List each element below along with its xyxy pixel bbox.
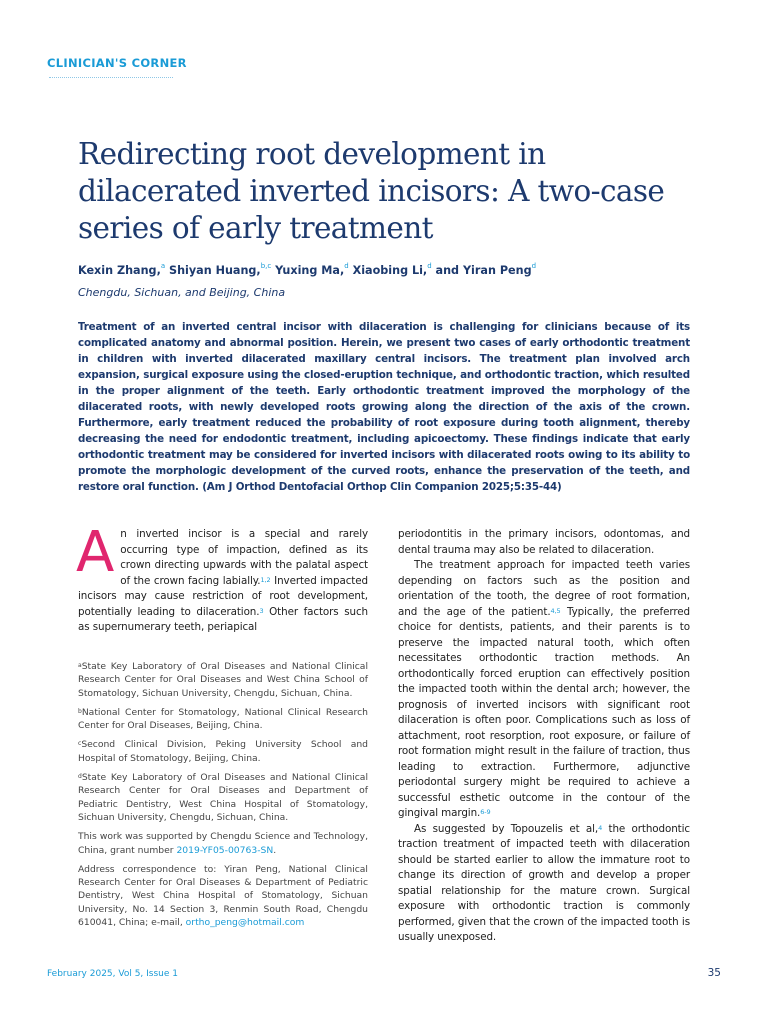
citation-link[interactable]: 4 <box>598 823 603 832</box>
body-paragraph: periodontitis in the primary incisors, odontomas, and dental trauma may also be related to dilaceration. <box>398 528 690 556</box>
abstract: Treatment of an inverted central incisor with dilaceration is challenging for clinicians because of its complicated anatomy and abnormal position. Herein, we present two cases of early orthodontic treatment in children with inverted dilacerated maxillary central incisors. The treatment plan involved arch expansion, surgical exposure using the closed-eruption technique, and orthodontic traction, which resulted in the proper alignment of the teeth. Early orthodontic treatment improved the morphology of the dilacerated roots, with newly developed roots growing along the direction of the axis of the crown. Furthermore, early treatment reduced the probability of root exposure during tooth alignment, thereby decreasing the need for endodontic treatment, including apicoectomy. These findings indicate that early orthodontic treatment may be considered for inverted incisors with dilacerated roots owing to its ability to promote the morphologic development of the curved roots, enhance the preservation of the teeth, and restore oral function. (Am J Orthod Dentofacial Orthop Clin Companion 2025;5:35-44) <box>78 321 690 493</box>
affiliation-marker[interactable]: d <box>531 262 537 270</box>
affiliation-marker[interactable]: b,c <box>260 262 272 270</box>
author-location: Chengdu, Sichuan, and Beijing, China <box>78 286 286 299</box>
funding-note: This work was supported by Chengdu Science and Technology, China, grant number 2019-YF05-00763-SN. <box>78 831 368 856</box>
author-name: Shiyan Huang, <box>165 264 261 277</box>
section-divider <box>49 77 173 78</box>
citation-link[interactable]: 3 <box>259 606 264 615</box>
affiliation-note-b: $^b$National Center for Stomatology, National Clinical Research Center for Oral Diseases, Beijing, China. <box>78 706 368 732</box>
issue-info: February 2025, Vol 5, Issue 1 <box>47 969 179 979</box>
affiliation-marker[interactable]: d <box>344 262 349 270</box>
grant-link[interactable]: 2019-YF05-00763-SN <box>176 844 274 856</box>
author-list <box>78 264 536 277</box>
citation-link[interactable]: 1,2 <box>260 575 271 584</box>
citation-link[interactable]: 6-9 <box>480 808 491 816</box>
affiliation-marker[interactable]: a <box>160 262 166 270</box>
author-name: Yuxing Ma, <box>271 264 345 277</box>
article-title: Redirecting root development in dilacerated inverted incisors: A two-case series of early treatment <box>78 137 665 245</box>
page-number: 35 <box>707 967 721 979</box>
section-label: CLINICIAN'S CORNER <box>47 56 187 70</box>
citation-link[interactable]: 4,5 <box>550 606 561 615</box>
affiliation-marker[interactable]: d <box>427 262 432 270</box>
author-name: and Yiran Peng <box>431 264 532 277</box>
author-name: Kexin Zhang, <box>78 264 161 277</box>
affiliation-note-d: $^d$State Key Laboratory of Oral Diseases and National Clinical Research Center for Oral Diseases and Department of Pediatric Dentistry, West China Hospital of Stomatology, Sichuan University, Chengdu, Sichuan, China. <box>78 772 368 823</box>
email-link[interactable]: ortho_peng@hotmail.com <box>185 917 305 929</box>
footnotes <box>78 660 368 935</box>
drop-cap: A <box>76 520 115 585</box>
body-paragraph: As suggested by Topouzelis et al,$^4$ the orthodontic traction treatment of impacted teeth with dilaceration should be started earlier to allow the immature root to change its direction of growth and develop a proper spatial relationship for the mature crown. Surgical exposure with orthodontic traction is commonly performed, given that the crown of the impacted tooth is usually unexposed. <box>398 822 690 943</box>
correspondence-note: Address correspondence to: Yiran Peng, National Clinical Research Center for Oral Diseases & Department of Pediatric Dentistry, West China Hospital of Stomatology, Sichuan University, No. 14 Section 3, Renmin South Road, Chengdu 610041, China; e-mail, ortho_peng@hotmail.com <box>78 863 368 929</box>
body-paragraph: The treatment approach for impacted teeth varies depending on factors such as the position and orientation of the tooth, the degree of root formation, and the age of the patient.$^{4,5}$ Typically, the preferred choice for dentists, patients, and their parents is to preserve the impacted natural tooth, which often necessitates orthodontic traction methods. An orthodontically forced eruption can effectively position the impacted tooth within the dental arch; however, the prognosis of inverted incisors with significant root dilaceration is often poor. Complications such as loss of attachment, root resorption, root exposure, or failure of root formation might result in the failure of traction, thus leading to extraction. Furthermore, adjunctive periodontal surgery might be required to achieve a successful esthetic outcome in the contour of the gingival margin.$^{6-9}$ <box>398 559 690 819</box>
intro-paragraph: An inverted incisor is a special and rarely occurring type of impaction, defined as its crown directing upwards with the palatal aspect of the crown facing labially.$^{1,2}$ Inverted impacted incisors may cause restriction of root development, potentially leading to dilaceration.$^3$ Other factors such as supernumerary teeth, periapical <box>76 520 368 633</box>
affiliation-note-c: $^c$Second Clinical Division, Peking University School and Hospital of Stomatology, Beijing, China. <box>78 739 368 764</box>
affiliation-note-a: $^a$State Key Laboratory of Oral Diseases and National Clinical Research Center for Oral Diseases and West China School of Stomatology, Sichuan University, Chengdu, Sichuan, China. <box>78 661 368 699</box>
author-name: Xiaobing Li, <box>348 264 428 277</box>
body-column-right <box>398 527 690 946</box>
body-column-left <box>76 520 368 636</box>
